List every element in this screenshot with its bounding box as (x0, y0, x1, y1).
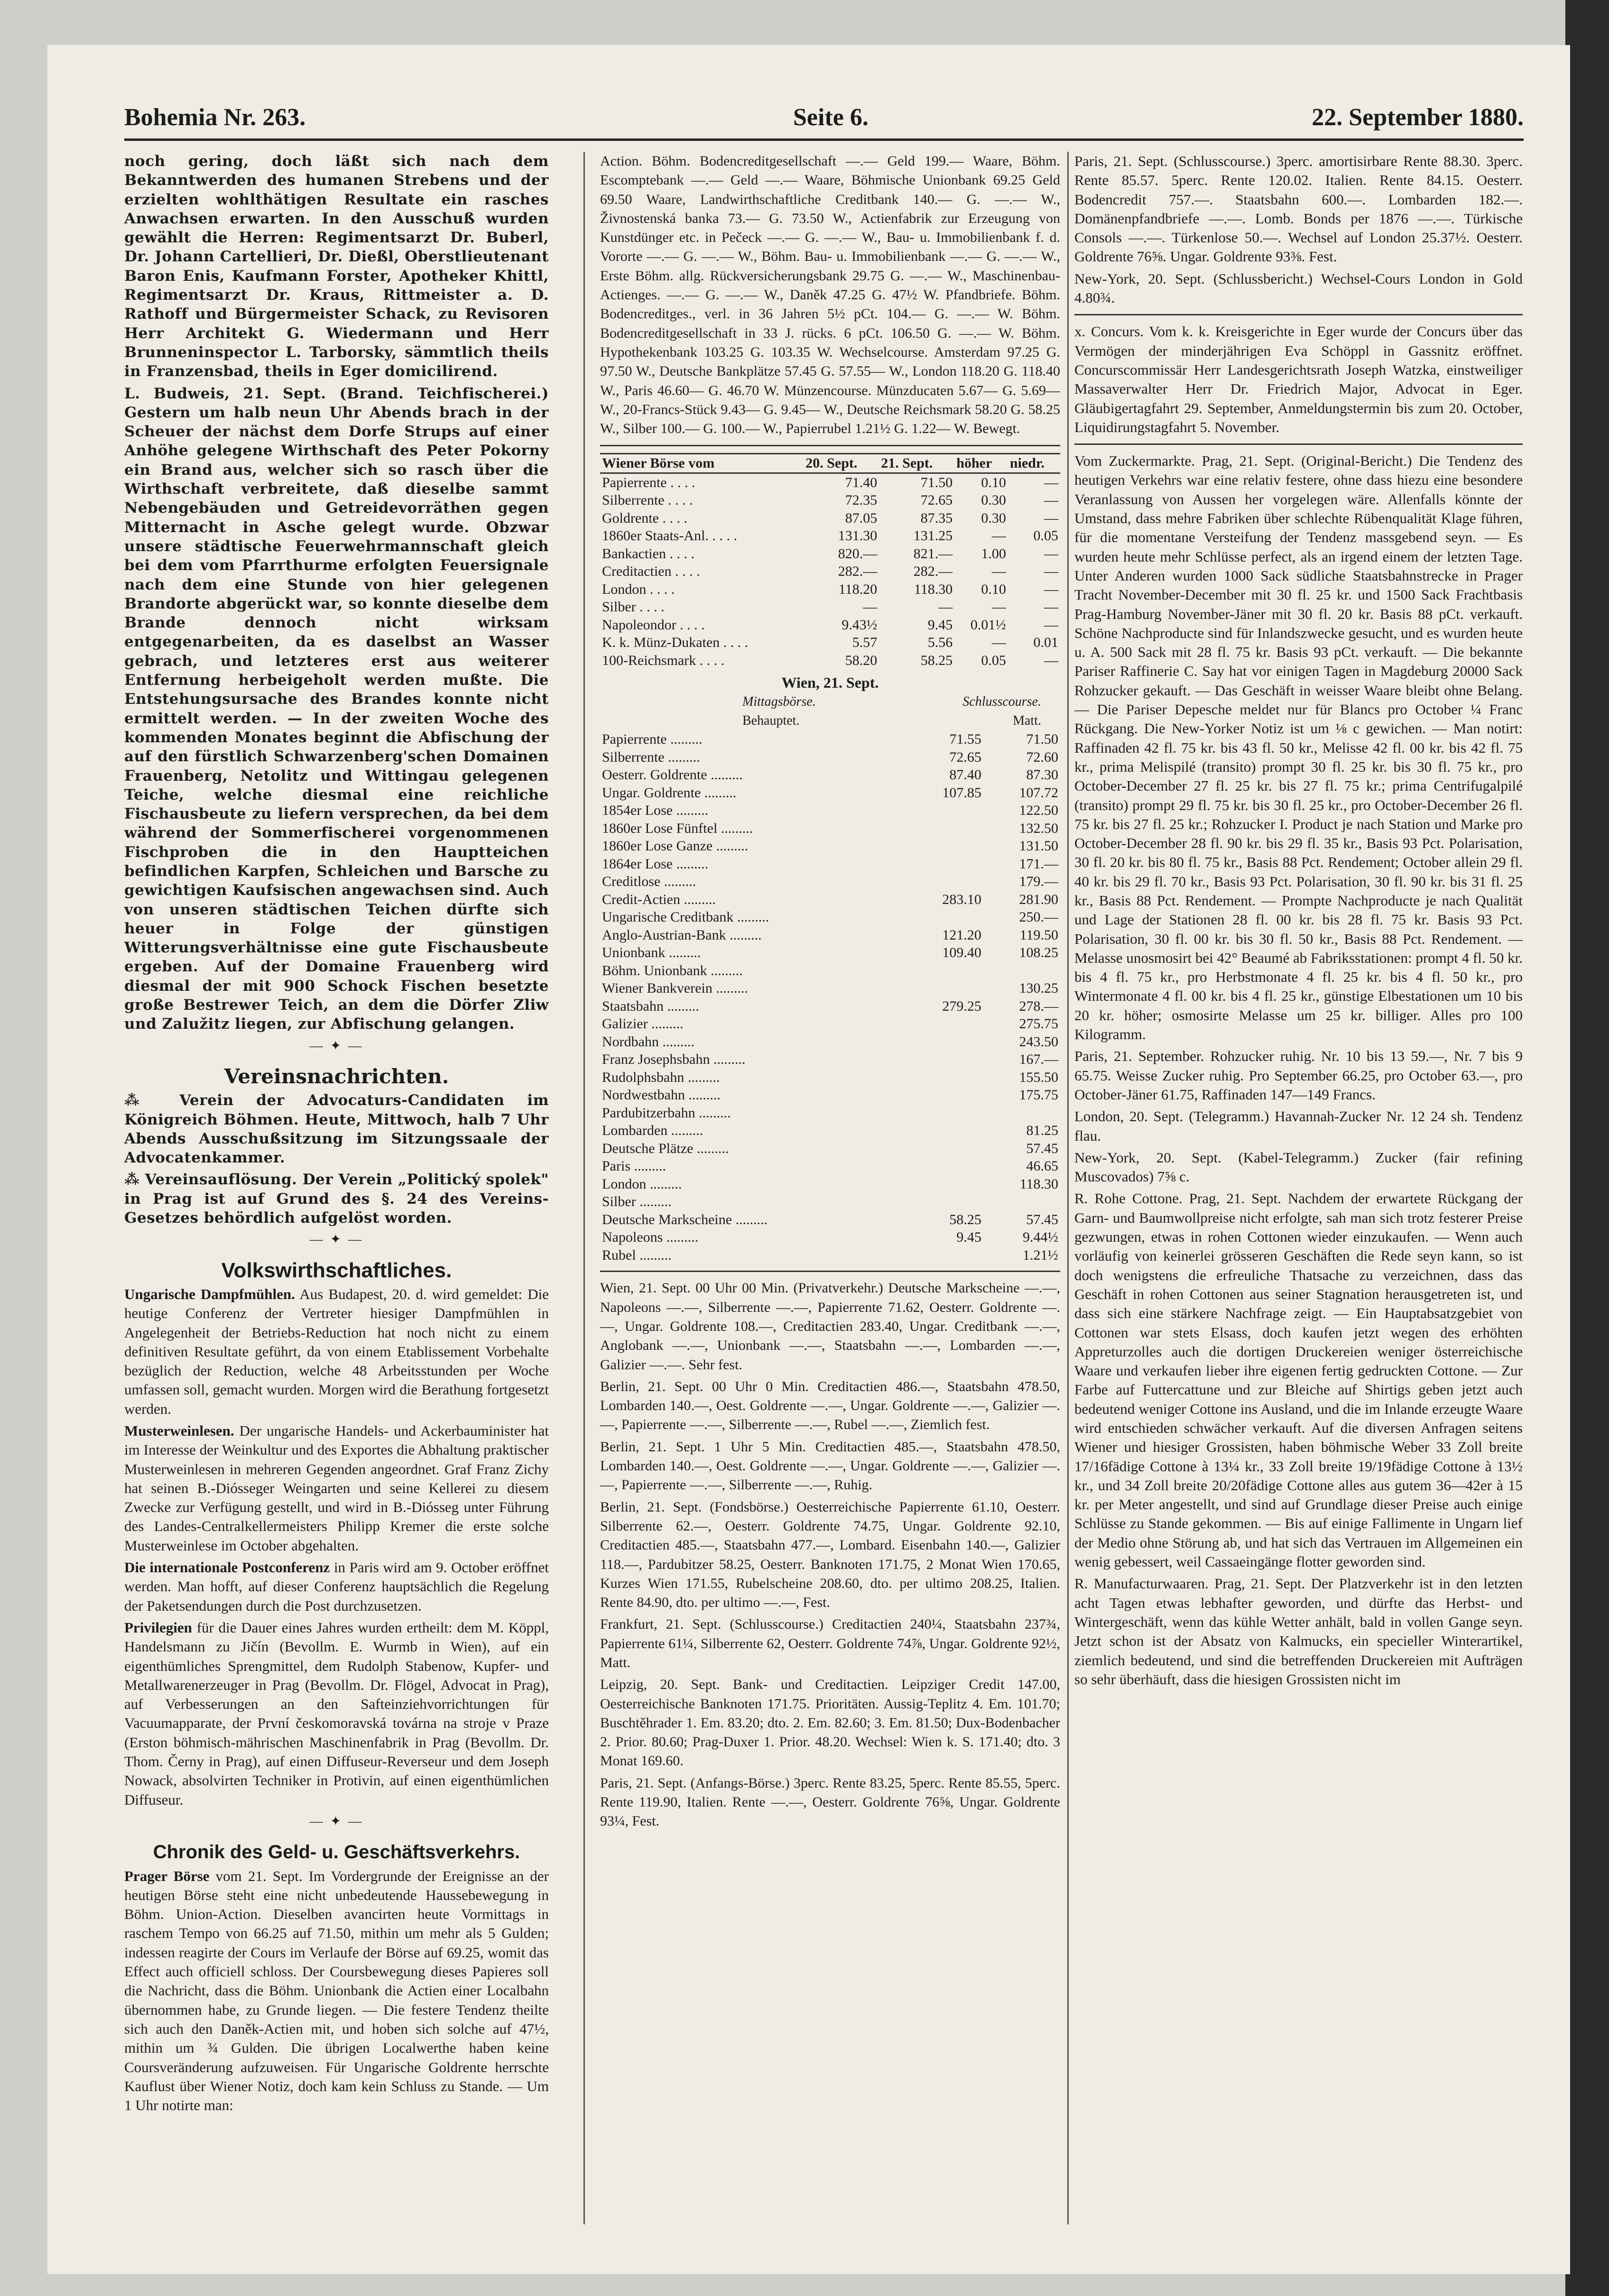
table-row (600, 873, 1060, 891)
table-row (600, 926, 1060, 944)
table-cell: 71.50 (920, 474, 953, 490)
column-header: 21. Sept. (879, 454, 954, 473)
table-cell: Napoleons ......... (602, 1229, 699, 1245)
subhead-label: Schlusscourse. (962, 694, 1041, 709)
subhead-label: Behauptet. (742, 713, 800, 728)
column-1 (124, 152, 549, 2118)
table-cell: 0.01 (1033, 635, 1058, 651)
table-cell (983, 962, 1060, 980)
masthead-issue: Bohemia Nr. 263. (124, 104, 306, 131)
table-cell: Bankactien . . . . (602, 545, 694, 562)
table-row (600, 1051, 1060, 1069)
table-cell (906, 837, 983, 855)
table-cell: Paris ......... (602, 1158, 666, 1174)
vienna-course-table (600, 730, 1060, 1264)
table-cell: 1.21½ (1023, 1247, 1058, 1263)
table-cell: Wiener Bankverein ......... (602, 980, 748, 996)
table-cell: 9.44½ (1023, 1229, 1058, 1245)
table-cell: 278.— (1019, 998, 1058, 1014)
table-row (600, 891, 1060, 909)
table-cell: 1860er Staats-Anl. . . . . (602, 528, 737, 544)
table-cell: 1860er Lose Ganze ......... (602, 838, 749, 854)
table-row (600, 1193, 1060, 1211)
table-cell (906, 820, 983, 838)
table-row (600, 730, 1060, 748)
table-cell: 283.10 (942, 891, 981, 907)
table-row (600, 1122, 1060, 1140)
table-cell: 109.40 (942, 945, 981, 961)
column-divider (583, 152, 585, 2224)
table-cell: 46.65 (1026, 1158, 1058, 1174)
table-cell: Ungarische Creditbank ......... (602, 909, 769, 925)
table-cell: 175.75 (1019, 1087, 1058, 1103)
table-cell: — (991, 563, 1006, 580)
table-cell: 0.30 (981, 510, 1006, 526)
table-cell (906, 1193, 983, 1211)
table-cell: 282.— (838, 563, 878, 580)
table-row (600, 979, 1060, 997)
ornament-divider: — ✦ — (309, 1814, 364, 1829)
table-cell: 179.— (1019, 874, 1058, 890)
article-prager-boerse (124, 1867, 549, 2115)
table-cell (906, 1122, 983, 1140)
table-cell: 9.45 (927, 617, 953, 633)
table-cell: 281.90 (1019, 891, 1058, 907)
paris-quotes: Paris, 21. Sept. (Schlusscourse.) 3perc. amortisirbare Rente 88.30. 3perc. Rente 85.57. 5perc. Rente 120.02. Italien. Rente 84.15. Oesterr. Bodencredit 757.—. Staatsbahn 600.—. Lombarden 182.—. Domänenpfandbriefe —.—. Lomb. Bonds per 1876 —.—. Türkische Consols —.—. Türkenlose 50.—. Wechsel auf London 25.37½. Oesterr. Goldrente 76⅝. Ungar. Goldrente 93⅜. Fest. (1074, 153, 1523, 265)
table-row (600, 1228, 1060, 1246)
table-cell (906, 962, 983, 980)
table-cell: 87.40 (949, 767, 981, 783)
table-cell (906, 1246, 983, 1264)
table-cell: 100-Reichsmark . . . . (602, 652, 725, 668)
table-cell (906, 1015, 983, 1033)
table-cell: Galizier ......... (602, 1016, 684, 1032)
table-cell: K. k. Münz-Dukaten . . . . (602, 635, 749, 651)
table-cell: Napoleondor . . . . (602, 617, 705, 633)
table-cell: 821.— (913, 545, 953, 562)
table-row (600, 748, 1060, 766)
table-body (600, 730, 1060, 1264)
table-cell: 1854er Lose ......... (602, 802, 709, 819)
table-cell: 71.55 (949, 731, 981, 747)
table-cell: — (1044, 492, 1058, 508)
table-row (600, 652, 1060, 670)
table-cell: 119.50 (1019, 927, 1058, 943)
article-body: für die Dauer eines Jahres wurden ertheilt: dem M. Köppl, Handelsmann zu Jičín (Bevollm. E. Wurmb in Wien), auf ein eigenthümliches Sprengmittel, dem Rudolph Stabenow, Kupfer- und Metallwarenerzeuger in Prag (Bevollm. Dr. Flögel, Advocat in Prag), auf Verbesserungen an den Safteinziehvorrichtungen für Vacuumapparate, der První českomoravská továrna na stroje v Praze (Erston böhmisch-mährischen Maschinenfabrik in Prag (Bevollm. Dr. Thom. Černy in Prag), auf einen Diffuseur-Reverseur und dem Joseph Nowack, absolvirten Techniker in Protivin, auf einen eigenthümlichen Diffuseur. (124, 1619, 549, 1808)
table-cell: — (1044, 563, 1058, 580)
table-cell: 87.35 (920, 510, 953, 526)
london-sugar: London, 20. Sept. (Telegramm.) Havannah-Zucker Nr. 12 24 sh. Tendenz flau. (1074, 1108, 1523, 1144)
table-cell: 107.72 (1019, 784, 1058, 801)
section-title-volkswirthschaft: Volkswirthschaftliches. (221, 1258, 452, 1282)
table-row (600, 837, 1060, 855)
table-cell: 0.10 (981, 474, 1006, 490)
table-cell: 167.— (1019, 1051, 1058, 1068)
vienna-table-title: Wien, 21. Sept. (781, 674, 879, 692)
table-cell: Nordwestbahn ......... (602, 1087, 721, 1103)
paris-sugar: Paris, 21. September. Rohzucker ruhig. Nr. 10 bis 13 59.—, Nr. 7 bis 9 65.75. Weisse Zucker ruhig. Pro September 66.25, pro October 63.—, pro October-Jäner 61.75, Raffinaden 147—149 Francs. (1074, 1048, 1523, 1103)
table-cell: — (1044, 545, 1058, 562)
table-cell (906, 908, 983, 926)
table-cell: — (1044, 474, 1058, 490)
page-number: Seite 6. (793, 104, 869, 131)
table-row (600, 562, 1060, 581)
table-cell: — (1044, 599, 1058, 615)
table-row (600, 1015, 1060, 1033)
table-cell: 9.43½ (841, 617, 878, 633)
section-title-vereinsnachrichten: Vereinsnachrichten. (224, 1064, 449, 1088)
table-cell: Papierrente ......... (602, 731, 703, 747)
table-cell: Silber ......... (602, 1194, 672, 1210)
table-cell (906, 873, 983, 891)
table-cell: 71.40 (845, 474, 878, 490)
table-cell: Rubel ......... (602, 1247, 672, 1263)
table-row (600, 1157, 1060, 1175)
table-cell: Oesterr. Goldrente ......... (602, 767, 743, 783)
table-cell: 118.20 (838, 581, 878, 597)
table-cell: 131.25 (913, 528, 953, 544)
table-row (600, 1069, 1060, 1087)
table-row (600, 581, 1060, 599)
column-header: höher (954, 454, 1008, 473)
table-cell: Ungar. Goldrente ......... (602, 784, 737, 801)
table-cell: Franz Josephsbahn ......... (602, 1051, 746, 1068)
table-cell: Lombarden ......... (602, 1123, 703, 1139)
table-cell: 282.— (913, 563, 953, 580)
table-row (600, 598, 1060, 616)
table-rule (600, 1271, 1060, 1272)
table-cell: 58.25 (949, 1211, 981, 1227)
table-cell: 81.25 (1026, 1123, 1058, 1139)
table-cell: 58.25 (920, 652, 953, 668)
article-body: Aus Budapest, 20. d. wird gemeldet: Die heutige Conferenz der Vertreter hiesiger Dampfmühlen in Angelegenheit der Betriebs-Reduction hat noch nicht zu einem definitiven Resultate geführt, da von einem Etablissement Vorbehalte bezüglich der Reduction, welche 48 Arbeitsstunden per Woche umfassen soll, gemacht wurden. Morgen wird die Berathung fortgesetzt werden. (124, 1285, 549, 1417)
article-headline: Die internationale Postconferenz (124, 1559, 330, 1576)
table-cell: 0.10 (981, 581, 1006, 597)
table-row (600, 784, 1060, 802)
column-divider (1067, 152, 1069, 2224)
newyork-quotes: New-York, 20. Sept. (Schlussbericht.) Wechsel-Cours London in Gold 4.80¾. (1074, 270, 1523, 306)
table-cell: Böhm. Unionbank ......... (602, 962, 743, 978)
article-budweis: L. Budweis, 21. Sept. (Brand. Teichfischerei.) Gestern um halb neun Uhr Abends brach in der Scheuer der nächst dem Dorfe Strups auf einer Anhöhe gelegene Wirthschaft des Peter Pokorny ein Brand aus, welcher sich so rasch über die Wirthschaft verbreitete, daß dieselbe sammt Nebengebäuden und Getreidevorräthen gegen Mitternacht in Asche gelegt wurde. Obzwar unsere städtische Feuerwehrmannschaft gleich bei dem vom Pfarrthurme erfolgten Feuersignale nach dem eine Stunde von hier gelegenen Brandorte abgerückt war, so konnte dieselbe dem Brande dennoch nicht wirksam entgegenarbeiten, da es daselbst an Wasser gebrach, und letzteres erst aus weiterer Entfernung herbeigeholt werden mußte. Die Entstehungsursache des Brandes konnte nicht ermittelt werden. — In der zweiten Woche des kommenden Monates beginnt die Abfischung der auf den fürstlich Schwarzenberg'schen Domainen Frauenberg, Netolitz und Wittingau gelegenen Teiche, welche diesmal eine reichliche Fischausbeute zu liefern versprechen, da bei dem während der Sommerfischerei vorgenommenen Fischproben die in den Hauptteichen befindlichen Karpfen, Schleichen und Barsche zu gewichtigen Kaufsischen angewachsen sind. Auch von unseren städtischen Teichen dürfte sich heuer in Folge der günstigen Witterungsverhältnisse eine gute Fischausbeute ergeben. Auf der Domaine Frauenberg wird diesmal der mit 900 Schock Fischen besetzte große Bestrewer Teich, an dem die Dörfer Zliw und Zalužitz liegen, zur Abfischung gelangen. (124, 385, 549, 1033)
table-cell: 121.20 (942, 927, 981, 943)
table-row (600, 820, 1060, 838)
table-cell: London ......... (602, 1176, 682, 1192)
table-row (600, 855, 1060, 873)
table-cell: 5.56 (927, 635, 953, 651)
table-cell (906, 855, 983, 873)
table-cell: 131.50 (1019, 838, 1058, 854)
market-report: Frankfurt, 21. Sept. (Schlusscourse.) Creditactien 240¼, Staatsbahn 237¾, Papierrente 61¼, Silberrente 62, Oesterr. Goldrente 74⅞, Ungar. Goldrente 92½, Matt. (600, 1616, 1060, 1670)
table-cell (906, 1140, 983, 1158)
market-report: Wien, 21. Sept. 00 Uhr 00 Min. (Privatverkehr.) Deutsche Markscheine —.—, Napoleons —.—, Silberrente —.—, Papierrente 71.62, Oesterr. Goldrente —.—, Ungar. Goldrente 108.—, Creditactien 283.40, Ungar. Creditbank —.—, Anglobank —.—, Unionbank —.—, Staatsbahn —.—, Lombarden —.—, Galizier —.—. Sehr fest. (600, 1280, 1060, 1373)
table-cell (906, 979, 983, 997)
table-cell (983, 1193, 1060, 1211)
article-concurs: x. Concurs. Vom k. k. Kreisgerichte in Eger wurde der Concurs über das Vermögen der minderjährigen Eva Schöppl in Gassnitz eröffnet. Concurscommissär Herr Landesgerichtsrath Joseph Watzka, einstweiliger Massaverwalter Herr Dr. Friedrich Major, Advocat in Eger. Gläubigertagfahrt 29. September, Anmeldungstermin bis zum 20. October, Liquidirungstagfahrt 5. November. (1074, 323, 1523, 435)
issue-date: 22. September 1880. (1312, 104, 1524, 131)
table-row (600, 766, 1060, 784)
article-body: in Paris wird am 9. October eröffnet werden. Man hofft, auf dieser Conferenz hauptsächlich die Regelung der Paketsendungen durch die Post durchzusetzen. (124, 1559, 549, 1614)
table-row (600, 962, 1060, 980)
table-cell: 72.65 (920, 492, 953, 508)
section-title-chronik: Chronik des Geld- u. Geschäftsverkehrs. (153, 1842, 520, 1863)
table-cell: Creditlose ......... (602, 874, 696, 890)
table-cell: 0.05 (981, 652, 1006, 668)
ornament-divider: — ✦ — (309, 1038, 364, 1053)
table-cell: 820.— (838, 545, 878, 562)
vienna-comparison-table (600, 453, 1060, 669)
table-cell: Creditactien . . . . (602, 563, 700, 580)
table-row (600, 1033, 1060, 1051)
table-cell: 131.30 (838, 528, 878, 544)
table-cell: 155.50 (1019, 1069, 1058, 1085)
table-cell: 5.57 (852, 635, 878, 651)
notice-vereinsaufloesung: ⁂ Vereinsauflösung. Der Verein „Politický spolek" in Prag ist auf Grund des §. 24 des Vereins-Gesetzes behördlich aufgelöst worden. (124, 1171, 549, 1227)
article-headline: Musterweinlesen. (124, 1422, 234, 1439)
table-row (600, 944, 1060, 962)
header-rule (124, 138, 1524, 141)
table-cell (906, 1086, 983, 1104)
column-3 (1074, 152, 1523, 1692)
market-report: Paris, 21. Sept. (Anfangs-Börse.) 3perc. Rente 83.25, 5perc. Rente 85.55, 5perc. Rente 119.90, Italien. Rente —.—, Oesterr. Goldrente 76⅝, Ungar. Goldrente 93¼, Fest. (600, 1775, 1060, 1829)
table-cell: Rudolphsbahn ......... (602, 1069, 720, 1085)
article-headline: Prager Börse (124, 1867, 210, 1884)
subhead-label: Matt. (1013, 713, 1041, 728)
table-cell: 122.50 (1019, 802, 1058, 819)
table-cell: 9.45 (956, 1229, 981, 1245)
table-cell: 130.25 (1019, 980, 1058, 996)
table-cell: 171.— (1019, 856, 1058, 872)
table-row (600, 802, 1060, 820)
table-cell: 243.50 (1019, 1033, 1058, 1050)
table-cell: 1.00 (981, 545, 1006, 562)
table-cell: 71.50 (1026, 731, 1058, 747)
notice-text: Verein der Advocaturs-Candidaten im Königreich Böhmen. Heute, Mittwoch, halb 7 Uhr Abends Ausschußsitzung im Sitzungssaale der Advocatenkammer. (124, 1092, 549, 1167)
table-cell: 108.25 (1019, 945, 1058, 961)
ornament-divider: — ✦ — (309, 1232, 364, 1247)
subhead-label: Mittagsbörse. (742, 694, 816, 709)
table-cell (906, 1104, 983, 1122)
article-privilegien (124, 1618, 549, 1809)
table-cell: 107.85 (942, 784, 981, 801)
table-cell: — (1044, 652, 1058, 668)
table-row (600, 634, 1060, 652)
table-cell: 1864er Lose ......... (602, 856, 709, 872)
table-cell: Nordbahn ......... (602, 1033, 694, 1050)
table-cell (906, 802, 983, 820)
market-report: Berlin, 21. Sept. 1 Uhr 5 Min. Creditactien 485.—, Staatsbahn 478.50, Lombarden 140.—, Oest. Goldrente —.—, Ungar. Goldrente —.—, Galizier —.—, Papierrente —.—, Silberrente —.—, Ruhig. (600, 1438, 1060, 1493)
table-row (600, 1246, 1060, 1264)
table-row (600, 491, 1060, 509)
table-row (600, 1140, 1060, 1158)
table-row (600, 1211, 1060, 1229)
table-cell: — (1044, 510, 1058, 526)
notice-text: Vereinsauflösung. Der Verein „Politický spolek" in Prag ist auf Grund des §. 24 des Vereins-Gesetzes behördlich aufgelöst worden. (124, 1171, 549, 1227)
market-report: Berlin, 21. Sept. 00 Uhr 0 Min. Creditactien 486.—, Staatsbahn 478.50, Lombarden 140.—, Oest. Goldrente —.—, Ungar. Goldrente —.—, Galizier —.—, Papierrente —.—, Silberrente —.—, Rubel —.—, Ziemlich fest. (600, 1378, 1060, 1433)
table-row (600, 908, 1060, 926)
table-cell: 0.05 (1033, 528, 1058, 544)
column-header: Wiener Börse vom (600, 454, 804, 473)
article-body: vom 21. Sept. Im Vordergrunde der Ereignisse an der heutigen Börse steht eine nicht unbedeutende Haussebewegung in Böhm. Union-Action. Dieselben avancirten heute Vormittags in raschem Tempo von 66.25 auf 71.50, mithin um mehr als 5 Gulden; indessen reagirte der Cours im Verlaufe der Börse auf 69.25, womit das Effect auch officiell schloss. Der Coursbewegung dieses Papieres soll die Nachricht, dass die Böhm. Unionbank die Actien einer Localbahn übernommen habe, zu Grunde liegen. — Die festere Tendenz theilte sich auch den Daněk-Actien mit, und hoben sich solche auf 47½, mithin um ¾ Gulden. Die übrigen Localwerthe haben keine Coursveränderung aufzuweisen. Für Ungarische Goldrente herrschte Kauflust über Wiener Notiz, doch kam kein Schluss zu Stande. — Um 1 Uhr notirte man: (124, 1867, 549, 2114)
section-rule (1074, 443, 1523, 445)
table-cell: 275.75 (1019, 1016, 1058, 1032)
table-cell: Silberrente . . . . (602, 492, 693, 508)
table-cell: Deutsche Plätze ......... (602, 1140, 729, 1156)
article-headline: Ungarische Dampfmühlen. (124, 1285, 295, 1302)
table-cell: Anglo-Austrian-Bank ......... (602, 927, 762, 943)
market-report: Leipzig, 20. Sept. Bank- und Creditactien. Leipziger Credit 147.00, Oesterreichische Banknoten 171.75. Prioritäten. Aussig-Teplitz 4. Em. 101.70; Buschtěhrader 1. Em. 83.20; dto. 2. Em. 82.60; 3. Em. 81.50; Dux-Bodenbacher 2. Prior. 80.60; Prag-Duxer 1. Prior. 48.20. Wechsel: Wien k. S. 171.40; dto. 3 Monat 169.60. (600, 1677, 1060, 1769)
table-cell: 57.45 (1026, 1211, 1058, 1227)
article-headline: Privilegien (124, 1619, 192, 1636)
table-cell: Deutsche Markscheine ......... (602, 1211, 768, 1227)
market-report: Berlin, 21. Sept. (Fondsbörse.) Oesterreichische Papierrente 61.10, Oesterr. Silberrente 62.—, Oesterr. Goldrente 74.75, Ungar. Goldrente 92.10, Creditactien 485.—, Staatsbahn 477.—, Lombard. Eisenbahn 140.—, Galizier 118.—, Pardubitzer 58.25, Oesterr. Banknoten 171.75, 2 Monat Wien 170.65, Kurzes Wien 171.55, Rubelscheine 208.60, dto. per ultimo 208.25, Italien. Rente 84.90, dto. per ultimo —.—, Fest. (600, 1499, 1060, 1611)
table-cell: — (991, 528, 1006, 544)
table-header (600, 454, 1060, 473)
table-cell: 0.30 (981, 492, 1006, 508)
table-row (600, 1175, 1060, 1193)
article-postconferenz (124, 1558, 549, 1615)
foreign-exchange-reports (600, 1279, 1060, 1831)
table-cell: 72.65 (949, 749, 981, 765)
vienna-table-subhead (600, 692, 1060, 711)
table-cell: London . . . . (602, 581, 675, 597)
table-cell (906, 1069, 983, 1087)
table-cell: 87.30 (1026, 767, 1058, 783)
table-body (600, 473, 1060, 669)
table-cell: 132.50 (1019, 820, 1058, 836)
section-rule (1074, 314, 1523, 315)
page-header (124, 103, 1524, 137)
table-cell: 58.20 (845, 652, 878, 668)
table-cell: — (991, 635, 1006, 651)
table-cell: 0.01½ (970, 617, 1006, 633)
table-cell (906, 1157, 983, 1175)
table-cell: Credit-Actien ......... (602, 891, 716, 907)
table-cell (906, 1033, 983, 1051)
table-cell (906, 1051, 983, 1069)
table-cell: — (938, 599, 953, 615)
table-cell: — (863, 599, 878, 615)
table-cell: 57.45 (1026, 1140, 1058, 1156)
table-row (600, 1086, 1060, 1104)
article-cottone: R. Rohe Cottone. Prag, 21. Sept. Nachdem der erwartete Rückgang der Garn- und Baumwollpreise nicht erfolgte, sah man sich trotz festerer Preise gezwungen, etwas in rohen Cottonen wieder einzukaufen. — Wenn auch vorläufig von keinerlei grösseren Geschäften die Rede seyn kann, so ist doch wenigstens die erfreuliche Thatsache zu verzeichnen, dass das Geschäft in rohen Cottonen aus seiner Stagnation herausgetreten ist, und dass sich eine stärkere Nachfrage zeigt. — Ein Hauptabsatzgebiet von Cottonen war stets Elsass, doch kaufen jetzt wegen des erhöhten Appreturzolles auch die dortigen Druckereien weniger österreichische Waare und verkaufen lieber ihre eigenen fertig gedruckten Cottone. — Zur Farbe auf Futtercattune und zur Bleiche auf Shirtigs geben jetzt auch bedeutend weniger Cottone ins Ausland, und die im Inlande erzeugte Waare wird entschieden schwächer verkauft. Auf die diversen Anfragen seitens Wiener und hiesiger Grossisten, haben böhmische Weber 33 Zoll breite 17/16fädige Cottone à 13¼ kr., 33 Zoll breite 19/19fädige Cottone à 13½ kr., und 34 Zoll breite 20/20fädige Cottone alles aus gutem 36—42er à 15 kr. per Meter angestellt, und sind auf Grundlage dieser Preise auch einige Schlüsse zu Stande gekommen. — Bis auf einige Fallimente in Ungarn lief der Medio ohne Störung ab, und hat sich das Vertrauen im Allgemeinen ein wenig gebessert, weil Cassaeingänge flotter geworden sind. (1074, 1190, 1523, 1570)
article-dampfmuehlen (124, 1285, 549, 1419)
table-cell: 72.35 (845, 492, 878, 508)
table-cell: Goldrente . . . . (602, 510, 687, 526)
table-cell: 279.25 (942, 998, 981, 1014)
table-cell: — (991, 599, 1006, 615)
table-row (600, 545, 1060, 563)
newyork-sugar: New-York, 20. Sept. (Kabel-Telegramm.) Zucker (fair refining Muscovados) 7⅝ c. (1074, 1149, 1523, 1185)
table-rule (600, 445, 1060, 446)
table-cell: 87.05 (845, 510, 878, 526)
column-header: 20. Sept. (804, 454, 879, 473)
scan-edge (1565, 0, 1609, 2296)
article-zuckermarkt: Vom Zuckermarkte. Prag, 21. Sept. (Original-Bericht.) Die Tendenz des heutigen Verkehrs war eine relativ festere, ohne dass hiezu eine besondere Veranlassung von Aussen her vorgelegen wäre. Allenfalls könnte der Umstand, dass mehre Fabriken über schlechte Rübenqualität Klage führen, für die momentane Versteifung der Tendenz massgebend seyn. — Es wurden heute mehr Schlüsse perfect, als an irgend einem der letzten Tage. Unter Anderen wurden 1000 Sack südliche Staatsbahnstrecke in Prager Tracht November-December mit 30 fl. 25 kr. und 1500 Sack Frachtbasis Prag-Hamburg November-Jäner mit 30 fl. 20 kr. Basis 88 pCt. verkauft. Schöne Nachproducte sind für Inlandszwecke gesucht, und es wurden heute u. A. 500 Sack mit 28 fl. 75 kr. Basis 93 pCt. verkauft. — Die bekannte Pariser Raffinerie C. Say hat vor einigen Tagen in Magdeburg 20000 Sack Rohzucker gekauft. — Das Geschäft in weisser Waare bleibt ohne Belang. — Die Pariser Depesche meldet nur für Blancs pro October ¼ Franc Rückgang. Die New-Yorker Notiz ist um ⅛ c gewichen. — Man notirt: Raffinaden 42 fl. 75 kr. bis 43 fl. 50 kr., Melisse 42 fl. 00 kr. bis 42 fl. 75 kr., prima Melispilé (transito) prompt 30 fl. 25 kr. bis 30 fl. 75 kr., pro October-December 27 fl. 25 kr. bis 27 fl. 75 kr.; prima Centrifugalpilé (transito) prompt 29 fl. 75 kr. bis 30 fl. 25 kr., pro October-December 26 fl. 75 kr. bis 27 fl. 25 kr.; Rohzucker I. Product je nach Station und Marke pro October-December 28 fl. 90 kr. bis 29 fl. 35 kr., Basis 93 Pct. Polarisation, 30 fl. 20 kr. bis 80 fl. 75 kr., Basis 88 Pct. Rendement; October allein 29 fl. 40 kr. bis 29 fl. 70 kr., Basis 93 Pct. Polarisation, 30 fl. 90 kr. bis 31 fl. 25 kr., Basis 88 Pct. Rendement. — Prompte Nachproducte je nach Qualität und Lage der Stationen 28 fl. 00 kr. bis 28 fl. 75 kr. Basis 93 Pct. Polarisation, 30 fl. 00 kr. bis 30 fl. 50 kr., Basis 88 Pct. Rendement. — Melasse unosmosirt bei 42° Beaumé ab Fabriksstationen: prompt 4 fl. 50 kr. bis 4 fl. 75 kr., pro Herbstmonate 4 fl. 25 kr. bis 4 fl. 50 kr., pro Wintermonate 4 fl. 00 kr. bis 4 fl. 25 kr., günstige Elbestationen um 10 bis 20 kr. höher; osmosirte Melasse um 25 kr. billiger. Alles pro 100 Kilogramm. (1074, 452, 1523, 1043)
column-2 (600, 152, 1060, 1834)
article-body: Der ungarische Handels- und Ackerbauminister hat im Interesse der Weinkultur und des Exportes die Abhaltung praktischer Musterweinlesen in mehreren Gegenden angeordnet. Graf Franz Zichy hat seinen B.-Diósseger Weingarten und seine Kellerei zu diesem Zwecke zur Verfügung gestellt, und wird in B.-Diósseg unter Führung des Landes-Centralkellermeisters Philipp Kremer die erste solche Musterweinlese im October abgehalten. (124, 1422, 549, 1554)
table-row (600, 527, 1060, 545)
table-row (600, 1104, 1060, 1122)
notice-advocatur: ⁂ Verein der Advocaturs-Candidaten im Königreich Böhmen. Heute, Mittwoch, halb 7 Uhr Abends Ausschußsitzung im Sitzungssaale der Advocatenkammer. (124, 1092, 549, 1167)
table-row (600, 616, 1060, 634)
table-cell (906, 1175, 983, 1193)
table-cell: — (1044, 617, 1058, 633)
article-continuation: noch gering, doch läßt sich nach dem Bekanntwerden des humanen Strebens und der erzielten wohlthätigen Resultate ein rasches Anwachsen erwarten. In den Ausschuß wurden gewählt die Herren: Regimentsarzt Dr. Buberl, Dr. Johann Cartellieri, Dr. Dießl, Oberstlieutenant Baron Enis, Kaufmann Forster, Apotheker Khittl, Regimentsarzt Dr. Kraus, Rittmeister a. D. Rathoff und Bürgermeister Schack, zu Revisoren Herr Architekt G. Wiedermann und Herr Brunneninspector L. Tarborsky, sämmtlich theils in Franzensbad, theils in Eger domicilirend. (124, 153, 549, 380)
article-musterweinlesen (124, 1421, 549, 1555)
table-cell: Staatsbahn ......... (602, 998, 699, 1014)
column-header: niedr. (1008, 454, 1060, 473)
table-cell: 1860er Lose Fünftel ......... (602, 820, 753, 836)
table-cell: 72.60 (1026, 749, 1058, 765)
table-row (600, 997, 1060, 1015)
prague-quotes: Action. Böhm. Bodencreditgesellschaft —.— Geld 199.— Waare, Böhm. Escomptebank —.— Geld —.— Waare, Böhmische Unionbank 69.25 Geld 69.50 Waare, Landwirthschaftliche Creditbank 140.— G. —.— W., Živnostenská banka 73.— G. 73.50 W., Actienfabrik zur Erzeugung von Kunstdünger etc. in Pečeck —.— G. —.— W., Bau- u. Immobilienbank f. d. Vororte —.— G. —.— W., Böhm. Bau- u. Immobilienbank —.— G. —.— W., Erste Böhm. allg. Rückversicherungsbank 29.75 G. —.— W., Maschinenbau-Actienges. —.— G. —.— W., Daněk 47.25 G. 47½ W. Pfandbriefe. Böhm. Bodencreditges., verl. in 36 Jahren 5½ pCt. 104.— G. —.— W. Böhm. Bodencreditgesellschaft in 33 J. rücks. 6 pCt. 106.50 G. —.— W. Böhm. Hypothekenbank 103.25 G. 103.35 W. Wechselcourse. Amsterdam 97.25 G. 97.50 W., Deutsche Bankplätze 57.45 G. 57.55— W., London 118.20 G. 118.40 W., Paris 46.60— G. 46.70 W. Münzencourse. Münzducaten 5.67— G. 5.69— W., 20-Francs-Stück 9.43— G. 9.45— W., Deutsche Reichsmark 58.20 G. 58.25 W., Silber 100.— G. 100.— W., Papierrubel 1.21½ G. 1.22— W. Bewegt. (600, 153, 1060, 437)
table-cell: — (1044, 581, 1058, 597)
table-cell: 118.30 (914, 581, 953, 597)
table-cell: Papierrente . . . . (602, 474, 695, 490)
article-manufacturwaaren: R. Manufacturwaaren. Prag, 21. Sept. Der Platzverkehr ist in den letzten acht Tagen etwas lebhafter geworden, und dürfte das Herbst- und Wintergeschäft, wenn das kühle Wetter anhält, bald in vollen Gange seyn. Jetzt schon ist der Absatz von Kalmucks, ein specieller Winterartikel, ziemlich bedeutend, und sind die betreffenden Druckereien mit Aufträgen so sehr überhäuft, dass die hiesigen Grossisten nicht im (1074, 1575, 1523, 1687)
table-cell (983, 1104, 1060, 1122)
table-cell: Silberrente ......... (602, 749, 700, 765)
table-cell: 118.30 (1019, 1176, 1058, 1192)
table-cell: 250.— (1019, 909, 1058, 925)
table-cell: Pardubitzerbahn ......... (602, 1105, 731, 1121)
vienna-table-tendency (600, 711, 1060, 730)
table-row (600, 509, 1060, 527)
table-cell: Unionbank ......... (602, 945, 701, 961)
table-cell: Silber . . . . (602, 599, 665, 615)
table-row (600, 473, 1060, 491)
